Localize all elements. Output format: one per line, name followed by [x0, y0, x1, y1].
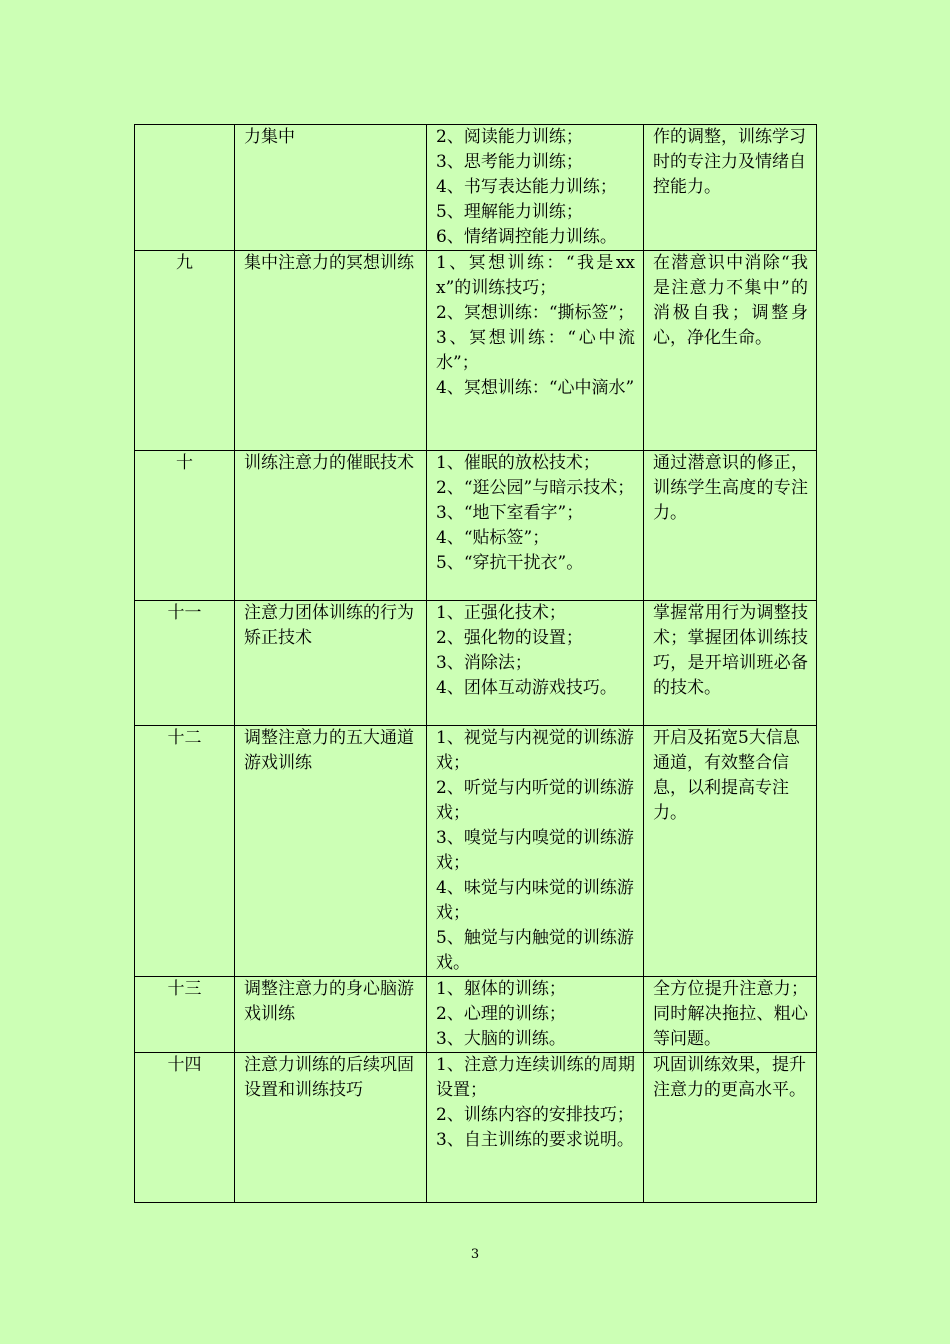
session-goal: 掌握常用行为调整技术；掌握团体训练技巧，是开培训班必备的技术。: [644, 601, 817, 726]
table-row: [135, 601, 817, 726]
content-item: 2、强化物的设置；: [436, 628, 583, 648]
content-item: 4、书写表达能力训练；: [436, 177, 617, 197]
session-number: 十二: [135, 726, 235, 977]
session-contents: [427, 125, 644, 251]
table-row: [135, 251, 817, 451]
session-topic: 力集中: [235, 125, 427, 251]
content-item: 3、冥想训练：“心中流水”；: [436, 328, 635, 373]
session-goal: 在潜意识中消除“我是注意力不集中”的消极自我；调整身心，净化生命。: [644, 251, 817, 451]
content-item: 1、视觉与内视觉的训练游戏；: [436, 728, 634, 773]
content-item: 1、正强化技术；: [436, 603, 566, 623]
session-contents: [427, 977, 644, 1053]
session-topic: 训练注意力的催眠技术: [235, 451, 427, 601]
session-number: 九: [135, 251, 235, 451]
table-row: [135, 726, 817, 977]
session-contents: [427, 726, 644, 977]
content-item: 2、训练内容的安排技巧；: [436, 1105, 634, 1125]
table-row: [135, 125, 817, 251]
content-item: 2、冥想训练：“撕标签”；: [436, 303, 635, 323]
session-number: 十三: [135, 977, 235, 1053]
session-topic: 注意力训练的后续巩固设置和训练技巧: [235, 1053, 427, 1203]
content-item: 2、“逛公园”与暗示技术；: [436, 478, 635, 498]
content-item: 5、“穿抗干扰衣”。: [436, 553, 584, 573]
content-item: 1、躯体的训练；: [436, 979, 566, 999]
session-topic: 注意力团体训练的行为矫正技术: [235, 601, 427, 726]
content-item: 3、消除法；: [436, 653, 532, 673]
content-item: 1、注意力连续训练的周期设置；: [436, 1055, 635, 1100]
session-number: [135, 125, 235, 251]
table-row: [135, 451, 817, 601]
content-item: 4、冥想训练：“心中滴水”: [436, 378, 635, 398]
page-number: 3: [470, 1247, 480, 1262]
content-item: 6、情绪调控能力训练。: [436, 227, 617, 247]
table-row: [135, 1053, 817, 1203]
table-row: [135, 977, 817, 1053]
session-goal: 巩固训练效果，提升注意力的更高水平。: [644, 1053, 817, 1203]
session-number: 十: [135, 451, 235, 601]
session-contents: [427, 451, 644, 601]
content-item: 5、理解能力训练；: [436, 202, 583, 222]
session-goal: 通过潜意识的修正，训练学生高度的专注力。: [644, 451, 817, 601]
content-item: 2、心理的训练；: [436, 1004, 566, 1024]
content-item: 4、味觉与内味觉的训练游戏；: [436, 878, 634, 923]
session-goal: 开启及拓宽5大信息通道，有效整合信息，以利提高专注力。: [644, 726, 817, 977]
content-item: 1、催眠的放松技术；: [436, 453, 600, 473]
content-item: 3、“地下室看字”；: [436, 503, 584, 523]
session-goal: 全方位提升注意力；同时解决拖拉、粗心等问题。: [644, 977, 817, 1053]
course-table: [134, 124, 817, 1203]
content-item: 2、听觉与内听觉的训练游戏；: [436, 778, 634, 823]
content-item: 1、冥想训练：“我是xxx”的训练技巧；: [436, 253, 635, 298]
content-item: 5、触觉与内触觉的训练游戏。: [436, 928, 634, 973]
session-number: 十四: [135, 1053, 235, 1203]
content-item: 4、“贴标签”；: [436, 528, 550, 548]
session-topic: 调整注意力的五大通道游戏训练: [235, 726, 427, 977]
content-item: 3、嗅觉与内嗅觉的训练游戏；: [436, 828, 634, 873]
content-item: 3、自主训练的要求说明。: [436, 1130, 634, 1150]
content-item: 2、阅读能力训练；: [436, 127, 583, 147]
session-number: 十一: [135, 601, 235, 726]
session-topic: 调整注意力的身心脑游戏训练: [235, 977, 427, 1053]
content-item: 3、思考能力训练；: [436, 152, 583, 172]
content-item: 3、大脑的训练。: [436, 1029, 566, 1049]
session-goal: 作的调整，训练学习时的专注力及情绪自控能力。: [644, 125, 817, 251]
session-contents: [427, 251, 644, 451]
content-item: 4、团体互动游戏技巧。: [436, 678, 617, 698]
session-contents: [427, 1053, 644, 1203]
session-contents: [427, 601, 644, 726]
session-topic: 集中注意力的冥想训练: [235, 251, 427, 451]
